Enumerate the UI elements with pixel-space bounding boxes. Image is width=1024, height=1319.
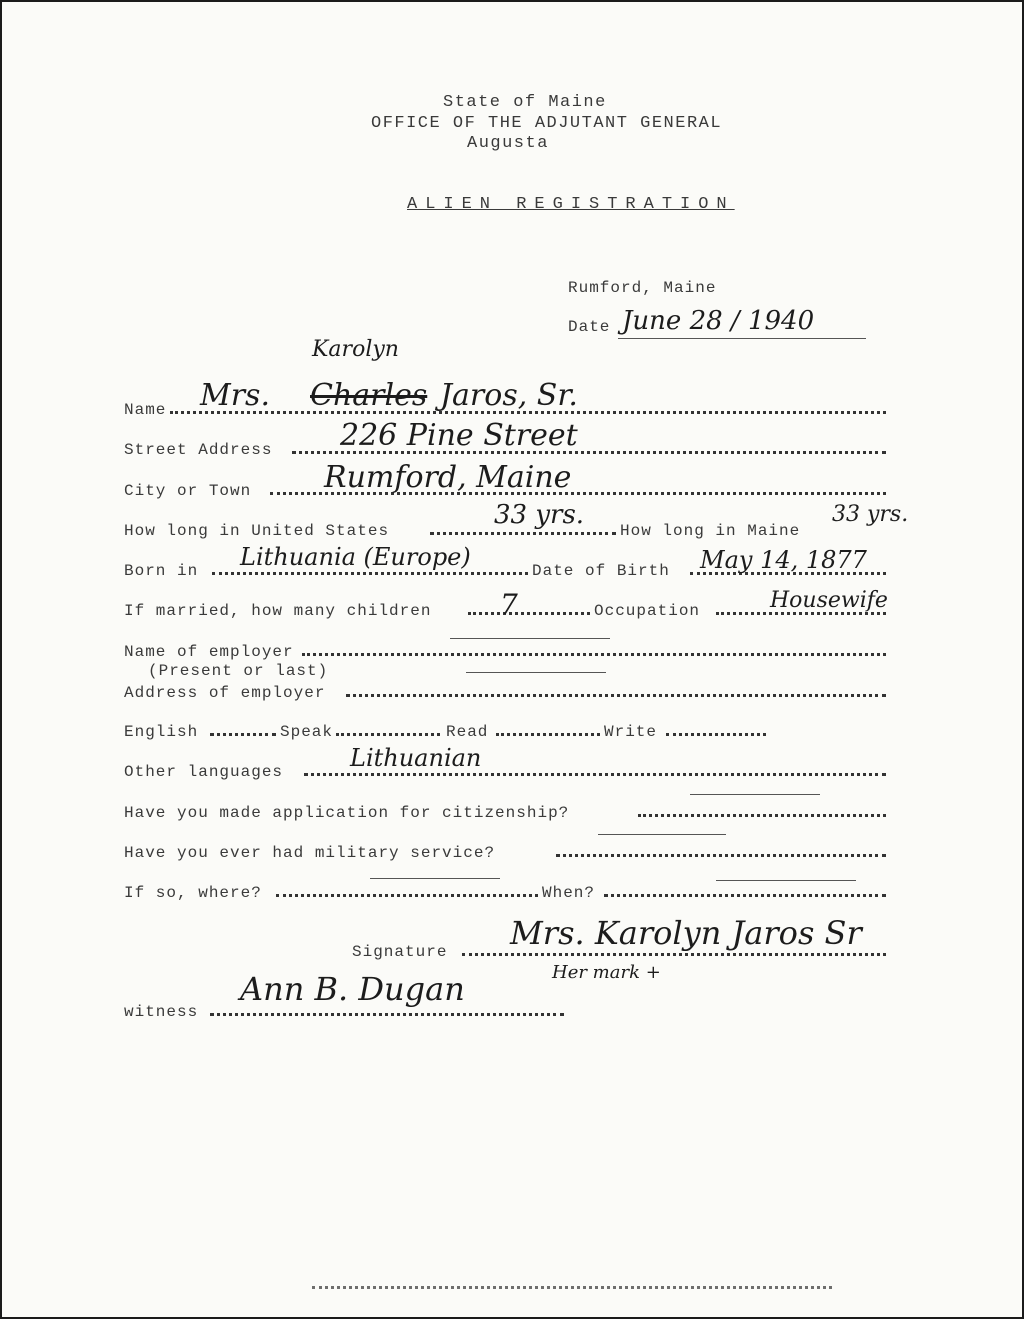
citizenship-dots — [638, 812, 886, 817]
employer-sub: (Present or last) — [148, 662, 329, 680]
speak-label: Speak — [280, 723, 334, 741]
children-dots — [468, 610, 590, 615]
citizenship-label: Have you made application for citizenship? — [124, 804, 570, 822]
employer-label: Name of employer — [124, 643, 294, 661]
name-rest: Jaros, Sr. — [440, 378, 578, 413]
where-stroke — [370, 878, 500, 879]
date-line — [618, 338, 866, 339]
date-value: June 28 / 1940 — [622, 306, 815, 336]
when-stroke — [716, 880, 856, 881]
english-label: English — [124, 723, 199, 741]
name-insert: Karolyn — [312, 337, 399, 362]
header-office: OFFICE OF THE ADJUTANT GENERAL — [371, 114, 723, 133]
us-label: How long in United States — [124, 522, 390, 540]
children-label: If married, how many children — [124, 602, 432, 620]
write-dots — [666, 731, 766, 736]
street-label: Street Address — [124, 441, 273, 459]
maine-value: 33 yrs. — [832, 502, 909, 527]
english-dots — [210, 731, 276, 736]
maine-label: How long in Maine — [620, 522, 801, 540]
bottom-dots — [312, 1284, 832, 1289]
speak-dots — [336, 731, 440, 736]
witness-dots — [210, 1011, 564, 1016]
header-state: State of Maine — [443, 93, 607, 112]
signature-value: Mrs. Karolyn Jaros Sr — [510, 914, 862, 952]
dob-value: May 14, 1877 — [700, 546, 867, 574]
where-label: If so, where? — [124, 884, 262, 902]
employer-dots — [302, 651, 886, 656]
read-label: Read — [446, 723, 489, 741]
citizenship-stroke — [690, 794, 820, 795]
read-dots — [496, 731, 600, 736]
employer-sub-stroke — [466, 672, 606, 673]
mark-note: Her mark + — [552, 962, 661, 983]
military-dots — [556, 852, 886, 857]
city-label: City or Town — [124, 482, 252, 500]
where-dots — [276, 892, 538, 897]
header-city: Augusta — [467, 134, 549, 153]
us-dots — [430, 530, 616, 535]
us-value: 33 yrs. — [494, 500, 585, 530]
other-lang-label: Other languages — [124, 763, 284, 781]
when-dots — [604, 892, 886, 897]
name-struck: Charles — [310, 378, 428, 413]
employer-addr-label: Address of employer — [124, 684, 326, 702]
when-label: When? — [542, 884, 596, 902]
name-prefix: Mrs. — [200, 378, 270, 413]
witness-value: Ann B. Dugan — [240, 970, 465, 1008]
military-label: Have you ever had military service? — [124, 844, 496, 862]
place-text: Rumford, Maine — [568, 279, 717, 297]
children-value: 7 — [500, 588, 518, 621]
other-lang-value: Lithuanian — [350, 744, 482, 772]
street-value: 226 Pine Street — [340, 418, 578, 453]
employer-stroke — [450, 638, 610, 639]
born-value: Lithuania (Europe) — [240, 543, 471, 571]
occupation-value: Housewife — [770, 588, 888, 613]
witness-label: witness — [124, 1003, 199, 1021]
form-title: ALIEN REGISTRATION — [407, 195, 735, 214]
born-label: Born in — [124, 562, 199, 580]
name-label: Name — [124, 401, 167, 419]
occupation-label: Occupation — [594, 602, 701, 620]
signature-label: Signature — [352, 943, 448, 961]
employer-addr-dots — [346, 692, 886, 697]
date-label: Date — [568, 318, 611, 336]
dob-label: Date of Birth — [532, 562, 670, 580]
city-value: Rumford, Maine — [324, 460, 572, 495]
write-label: Write — [604, 723, 658, 741]
military-stroke — [598, 834, 726, 835]
